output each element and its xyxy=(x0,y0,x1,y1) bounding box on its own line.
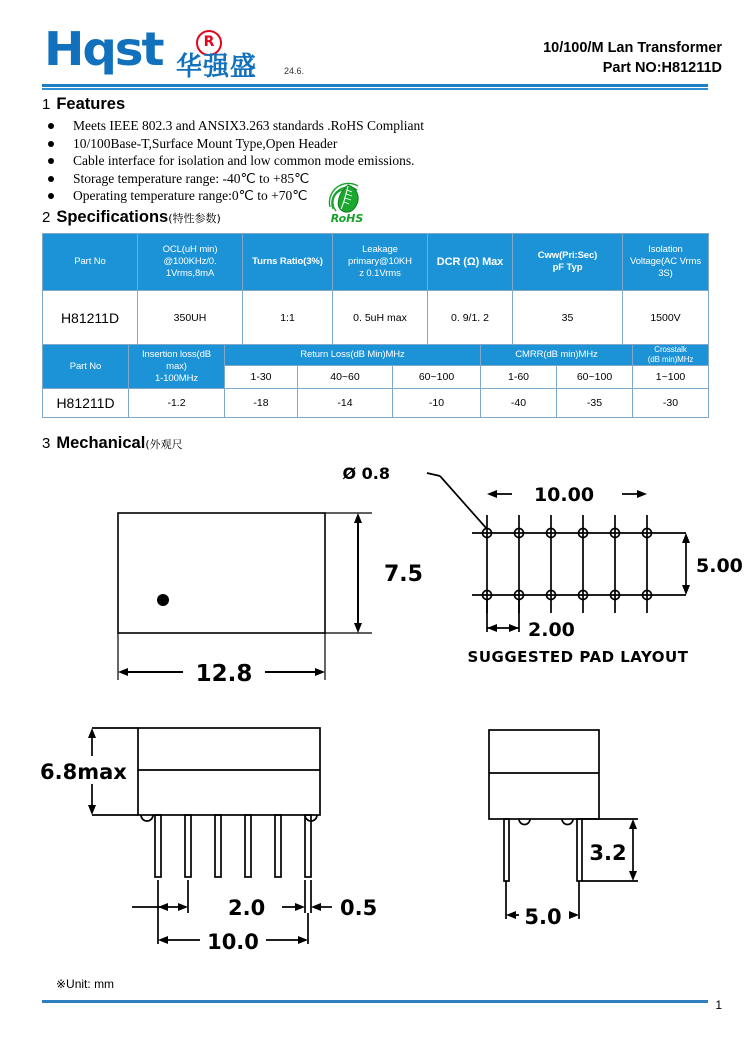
footer-divider xyxy=(42,1000,708,1003)
col-header-crosstalk: Crosstalk (dB min)MHz xyxy=(633,345,709,366)
table-header-row xyxy=(43,234,709,291)
feature-text: 10/100Base-T,Surface Mount Type,Open Header xyxy=(73,135,338,151)
cell-dcr: 0. 9/1. 2 xyxy=(428,291,513,346)
specifications-heading xyxy=(42,208,221,227)
specifications-table-primary xyxy=(42,233,709,346)
cell-part-no-2: H81211D xyxy=(43,389,129,418)
header-divider-thick xyxy=(42,84,708,87)
pad-holes xyxy=(483,529,652,600)
cell-part-no: H81211D xyxy=(43,291,138,346)
front-view-height-label: 6.8max xyxy=(40,760,127,784)
cell-leakage: 0. 5uH max xyxy=(333,291,428,346)
feature-text: Operating temperature range:0℃ to +70℃ xyxy=(73,188,308,203)
sub-header-rl-40-60: 40~60 xyxy=(298,366,393,389)
col-header-isolation-voltage: Isolation Voltage(AC Vrms 3S) xyxy=(623,234,709,291)
bullet-icon xyxy=(48,123,54,129)
list-item xyxy=(42,117,642,135)
product-title: 10/100/M Lan Transformer xyxy=(543,40,722,56)
rohs-label: RoHS xyxy=(330,212,364,225)
spec-section-title: Specifications xyxy=(56,208,169,226)
col-header-insertion-loss: Insertion loss(dB max) 1-100MHz xyxy=(129,345,225,389)
drawing-pad-layout xyxy=(342,464,742,960)
pad-pitch-label: 2.00 xyxy=(528,619,575,641)
top-view-extension-lines xyxy=(118,513,372,680)
specifications-table-secondary xyxy=(42,344,709,418)
mechanical-drawing-svg xyxy=(0,460,750,960)
cell-rl-1-30: -18 xyxy=(225,389,298,418)
features-section-title: Features xyxy=(56,95,126,113)
bullet-icon xyxy=(48,193,54,199)
cell-rl-60-100: -10 xyxy=(393,389,481,418)
mech-section-number: 3 xyxy=(42,435,51,452)
top-view-height-label: 7.5 xyxy=(384,562,423,587)
pin1-dot-icon xyxy=(157,594,169,606)
revision-date: 24.6. xyxy=(284,66,305,76)
list-item xyxy=(42,135,642,153)
bullet-icon xyxy=(48,176,54,182)
drawing-top-view xyxy=(118,513,325,633)
unit-note: ※Unit: mm xyxy=(56,977,115,991)
cell-cmrr-1-60: -40 xyxy=(481,389,557,418)
cell-insertion-loss: -1.2 xyxy=(129,389,225,418)
pad-rowspacing-label: 5.00 xyxy=(696,555,743,577)
feature-text: Cable interface for isolation and low common mode emissions. xyxy=(73,153,415,168)
col-header-return-loss: Return Loss(dB Min)MHz xyxy=(225,345,481,366)
pad-layout-caption: SUGGESTED PAD LAYOUT xyxy=(467,648,689,666)
col-header-ocl: OCL(uH min) @100KHz/0. 1Vrms,8mA xyxy=(138,234,243,291)
logo-chinese-name: 华强盛 xyxy=(176,52,258,82)
front-view-pitch-label: 2.0 xyxy=(228,896,266,920)
front-view-pins xyxy=(155,815,311,877)
spec-section-title-cn: (特性参数) xyxy=(168,212,221,225)
features-section-number: 1 xyxy=(42,96,51,113)
col-header-part-no-2: Part No xyxy=(43,345,129,389)
spec-section-number: 2 xyxy=(42,209,51,226)
cell-cmrr-60-100: -35 xyxy=(557,389,633,418)
table-row xyxy=(43,389,709,418)
sub-header-cmrr-1-60: 1-60 xyxy=(481,366,557,389)
part-number-title: Part NO:H81211D xyxy=(602,60,722,76)
cell-rl-40-60: -14 xyxy=(298,389,393,418)
cell-ocl: 350UH xyxy=(138,291,243,346)
bullet-icon xyxy=(48,158,54,164)
registered-trademark-icon: R xyxy=(196,30,222,56)
mechanical-drawings xyxy=(0,460,750,960)
cell-isolation-voltage: 1500V xyxy=(623,291,709,346)
cell-turns-ratio: 1:1 xyxy=(243,291,333,346)
pad-centerlines xyxy=(487,515,647,613)
sub-header-rl-1-30: 1-30 xyxy=(225,366,298,389)
cell-crosstalk: -30 xyxy=(633,389,709,418)
mech-section-title-cn: (外观尺 xyxy=(145,438,183,451)
front-view-span-label: 10.0 xyxy=(207,930,259,954)
col-header-part-no: Part No xyxy=(43,234,138,291)
list-item xyxy=(42,152,642,170)
col-header-dcr: DCR (Ω) Max xyxy=(428,234,513,291)
features-heading xyxy=(42,95,125,114)
hole-diameter-leader xyxy=(427,473,487,529)
front-view-pinwidth-dim-line xyxy=(282,880,332,913)
front-view-pinwidth-label: 0.5 xyxy=(340,896,378,920)
page-header xyxy=(0,0,750,92)
bullet-icon xyxy=(48,141,54,147)
mechanical-heading xyxy=(42,434,183,453)
header-divider-thin xyxy=(42,88,708,90)
logo-wordmark: Hqst xyxy=(44,22,163,76)
col-header-turns-ratio: Turns Ratio(3%) xyxy=(243,234,333,291)
cell-cww: 35 xyxy=(513,291,623,346)
page-number: 1 xyxy=(715,998,722,1012)
drawing-front-view xyxy=(38,728,377,954)
rohs-icon xyxy=(324,181,370,225)
table-header-row-group xyxy=(43,345,709,366)
page-title xyxy=(543,38,722,78)
side-view-pinlength-label: 3.2 xyxy=(589,841,627,865)
col-header-cmrr: CMRR(dB min)MHz xyxy=(481,345,633,366)
drawing-side-view xyxy=(489,730,638,929)
side-view-width-label: 5.0 xyxy=(524,905,562,929)
sub-header-rl-60-100: 60~100 xyxy=(393,366,481,389)
sub-header-cmrr-60-100: 60~100 xyxy=(557,366,633,389)
mech-section-title: Mechanical xyxy=(56,434,146,452)
feature-text: Storage temperature range: -40℃ to +85℃ xyxy=(73,170,310,186)
col-header-cww: Cww(Pri:Sec) pF Typ xyxy=(513,234,623,291)
pad-diameter-label: Ø 0.8 xyxy=(342,464,390,483)
col-header-leakage: Leakage primary@10KH z 0.1Vrms xyxy=(333,234,428,291)
sub-header-crosstalk-1-100: 1~100 xyxy=(633,366,709,389)
top-view-width-label: 12.8 xyxy=(195,661,253,687)
front-view-standoffs xyxy=(141,815,317,821)
feature-text: Meets IEEE 802.3 and ANSIX3.263 standards .RoHS Compliant xyxy=(73,118,424,133)
side-view-pins xyxy=(504,819,582,881)
table-row xyxy=(43,291,709,346)
pad-length-label: 10.00 xyxy=(533,484,595,506)
